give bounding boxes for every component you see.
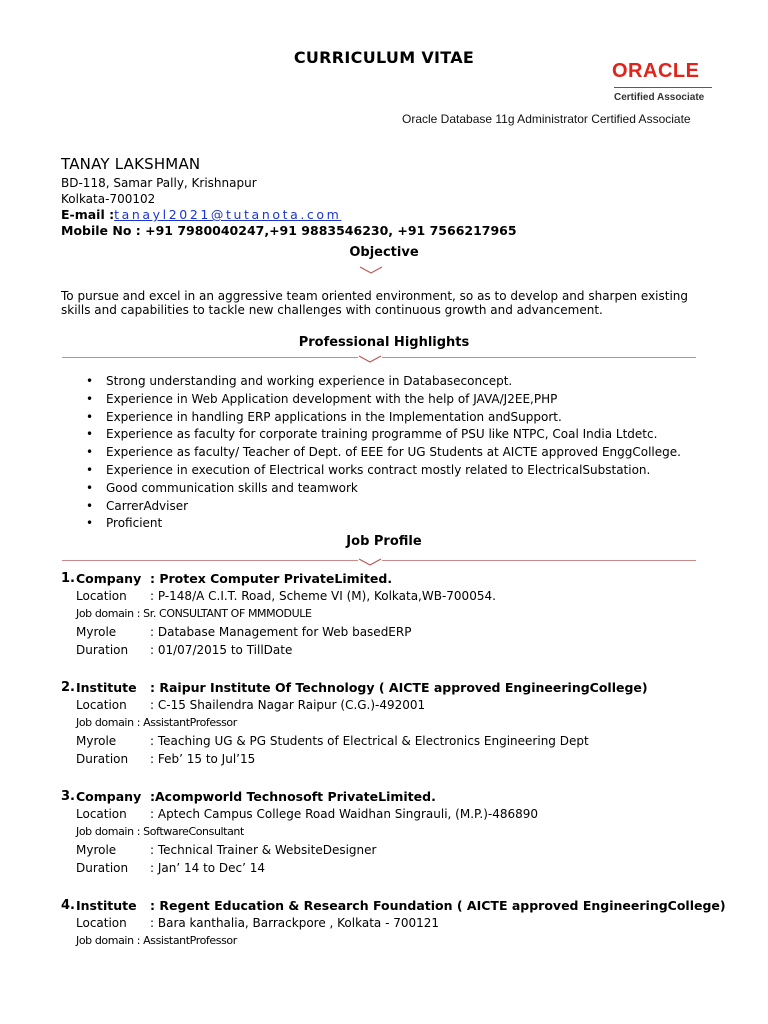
- list-item: • Experience in execution of Electrical works contract mostly related to ElectricalSubstation.: [86, 462, 681, 480]
- role-label: Myrole: [76, 625, 117, 639]
- email-row: [61, 207, 341, 222]
- job-number: 4.: [61, 898, 75, 913]
- objective-heading: Objective: [349, 245, 419, 260]
- job-number: 1.: [61, 571, 75, 586]
- job-type: Company: [76, 571, 142, 586]
- address-line-2: Kolkata-700102: [61, 192, 156, 206]
- role-label: Myrole: [76, 843, 117, 857]
- divider-left: [62, 357, 358, 358]
- job-employer: : Protex Computer PrivateLimited.: [150, 571, 393, 586]
- list-item: • Experience in handling ERP applications in the Implementation andSupport.: [86, 409, 681, 427]
- location-label: Location: [76, 807, 127, 821]
- job-employer: :Acompworld Technosoft PrivateLimited.: [150, 789, 436, 804]
- oracle-logo-rule: [614, 87, 712, 88]
- duration-value: : 01/07/2015 to TillDate: [150, 643, 293, 657]
- list-item: • Good communication skills and teamwork: [86, 480, 681, 498]
- job-number: 3.: [61, 789, 75, 804]
- job-employer: : Raipur Institute Of Technology ( AICTE approved EngineeringCollege): [150, 680, 648, 695]
- oracle-logo-wordmark: ORACLE: [612, 60, 700, 82]
- location-label: Location: [76, 698, 127, 712]
- address-line-1: BD-118, Samar Pally, Krishnapur: [61, 176, 257, 190]
- highlights-heading: Professional Highlights: [298, 335, 470, 350]
- divider-right: [382, 560, 696, 561]
- divider-left: [62, 560, 358, 561]
- job-number: 2.: [61, 680, 75, 695]
- duration-value: : Jan’ 14 to Dec’ 14: [150, 861, 266, 875]
- location-value: : Bara kanthalia, Barrackpore , Kolkata - 700121: [150, 916, 440, 930]
- location-value: : P-148/A C.I.T. Road, Scheme VI (M), Kolkata,WB-700054.: [150, 589, 496, 603]
- job-profile-heading: Job Profile: [346, 534, 422, 549]
- location-value: : Aptech Campus College Road Waidhan Singrauli, (M.P.)-486890: [150, 807, 539, 821]
- duration-label: Duration: [76, 861, 129, 875]
- job-employer: : Regent Education & Research Foundation ( AICTE approved EngineeringCollege): [150, 898, 726, 913]
- role-value: : Teaching UG & PG Students of Electrical & Electronics Engineering Dept: [150, 734, 589, 748]
- certification-line: Oracle Database 11g Administrator Certified Associate: [402, 112, 691, 126]
- job-type: Institute: [76, 680, 137, 695]
- objective-text: To pursue and excel in an aggressive team oriented environment, so as to develop and sharpen existing skills and capabilities to tackle new challenges with continuous growth and advancement.: [61, 289, 689, 317]
- location-value: : C-15 Shailendra Nagar Raipur (C.G.)-492001: [150, 698, 426, 712]
- list-item: • Experience as faculty for corporate training programme of PSU like NTPC, Coal India Ltdetc.: [86, 426, 681, 444]
- location-label: Location: [76, 916, 127, 930]
- chevron-down-icon: [359, 266, 383, 275]
- list-item: • Strong understanding and working experience in Databaseconcept.: [86, 373, 681, 391]
- email-link[interactable]: tanayl2021@tutanota.com: [114, 207, 342, 222]
- highlights-list: [86, 373, 681, 533]
- mobile-label: Mobile No :: [61, 223, 141, 238]
- duration-value: : Feb’ 15 to Jul’15: [150, 752, 256, 766]
- mobile-numbers: +91 7980040247,+91 9883546230, +91 7566217965: [145, 223, 517, 238]
- list-item: • Experience as faculty/ Teacher of Dept. of EEE for UG Students at AICTE approved EnggCollege.: [86, 444, 681, 462]
- divider-right: [382, 357, 696, 358]
- document-title: CURRICULUM VITAE: [293, 48, 475, 67]
- job-type: Institute: [76, 898, 137, 913]
- location-label: Location: [76, 589, 127, 603]
- email-label: E-mail :: [61, 207, 115, 222]
- mobile-row: [61, 223, 517, 238]
- duration-label: Duration: [76, 643, 129, 657]
- list-item: • Experience in Web Application development with the help of JAVA/J2EE,PHP: [86, 391, 681, 409]
- chevron-down-icon: [358, 355, 382, 364]
- job-type: Company: [76, 789, 142, 804]
- role-label: Myrole: [76, 734, 117, 748]
- duration-label: Duration: [76, 752, 129, 766]
- job-domain: Job domain : Sr. CONSULTANT OF MMMODULE: [76, 607, 312, 620]
- oracle-logo-subtitle: Certified Associate: [614, 92, 705, 103]
- job-domain: Job domain : SoftwareConsultant: [76, 825, 244, 838]
- role-value: : Technical Trainer & WebsiteDesigner: [150, 843, 377, 857]
- chevron-down-icon: [358, 558, 382, 567]
- candidate-name: TANAY LAKSHMAN: [61, 155, 201, 173]
- role-value: : Database Management for Web basedERP: [150, 625, 412, 639]
- job-domain: Job domain : AssistantProfessor: [76, 934, 237, 947]
- job-domain: Job domain : AssistantProfessor: [76, 716, 237, 729]
- list-item: • CarrerAdviser: [86, 498, 681, 516]
- list-item: • Proficient: [86, 515, 681, 533]
